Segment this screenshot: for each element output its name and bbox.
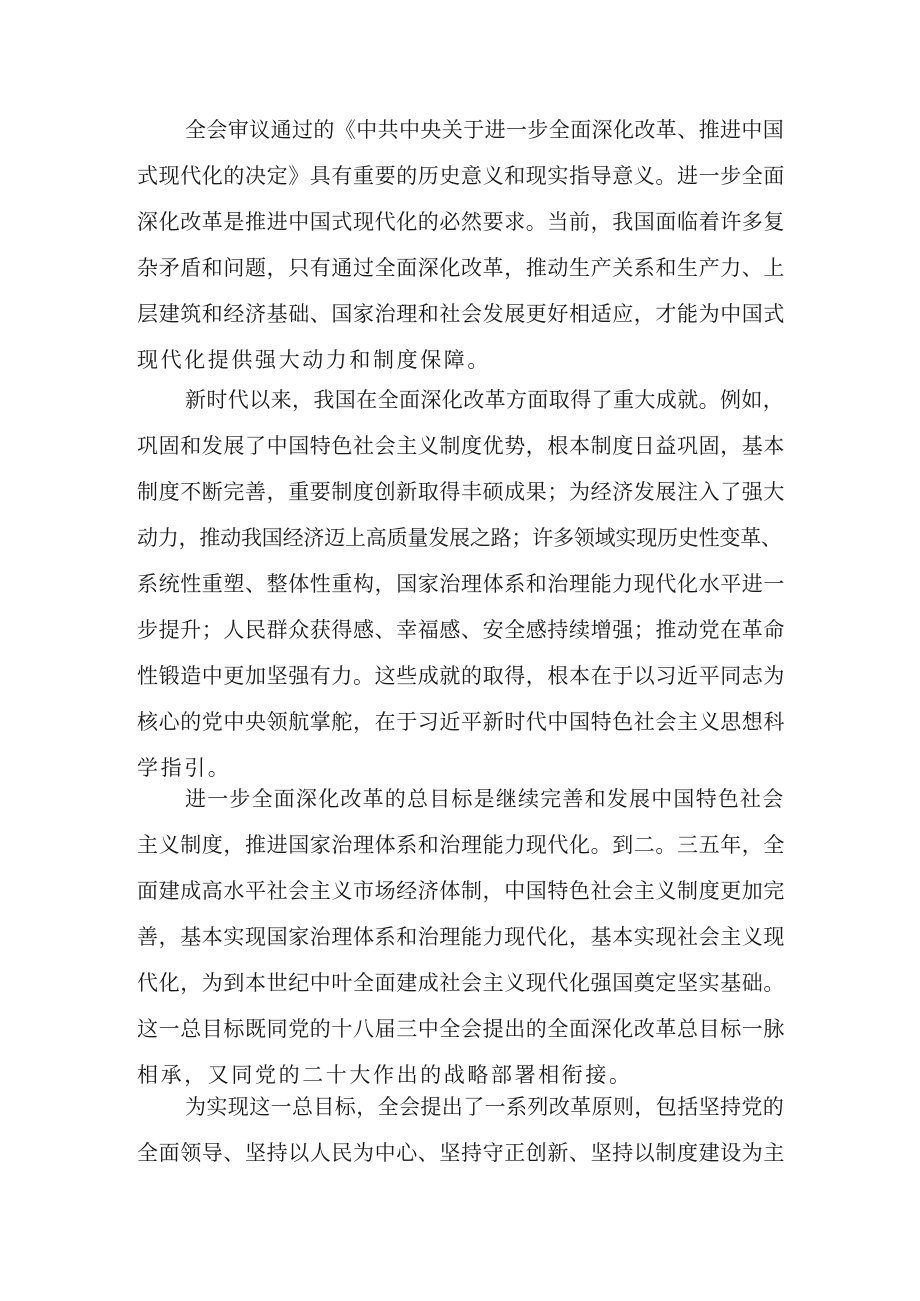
text-line: 新时代以来，我国在全面深化改革方面取得了重大成就。例如， bbox=[185, 388, 785, 412]
text-line: 全会审议通过的《中共中央关于进一步全面深化改革、推进中国 bbox=[185, 118, 785, 142]
text-line: 全面领导、坚持以人民为中心、坚持守正创新、坚持以制度建设为主 bbox=[137, 1141, 785, 1165]
paragraph-4 bbox=[137, 1084, 787, 1176]
paragraph-3 bbox=[137, 776, 787, 1098]
text-line: 学指引。 bbox=[137, 756, 232, 780]
text-line: 这一总目标既同党的十八届三中全会提出的全面深化改革总目标一脉 bbox=[137, 1017, 785, 1041]
text-line: 巩固和发展了中国特色社会主义制度优势，根本制度日益巩固，基本 bbox=[137, 434, 785, 458]
text-line: 主义制度，推进国家治理体系和治理能力现代化。到二。三五年，全 bbox=[137, 833, 785, 857]
text-line: 相承，又同党的二十大作出的战略部署相衔接。 bbox=[137, 1063, 633, 1087]
text-line: 面建成高水平社会主义市场经济体制，中国特色社会主义制度更加完 bbox=[137, 879, 785, 903]
text-line: 现代化提供强大动力和制度保障。 bbox=[137, 348, 491, 372]
text-line: 层建筑和经济基础、国家治理和社会发展更好相适应，才能为中国式 bbox=[137, 302, 785, 326]
paragraph-1 bbox=[137, 107, 787, 383]
text-line: 代化，为到本世纪中叶全面建成社会主义现代化强国奠定坚实基础。 bbox=[137, 971, 785, 995]
text-line: 核心的党中央领航掌舵，在于习近平新时代中国特色社会主义思想科 bbox=[137, 710, 785, 734]
text-line: 深化改革是推进中国式现代化的必然要求。当前，我国面临着许多复 bbox=[137, 210, 785, 234]
text-line: 制度不断完善，重要制度创新取得丰硕成果；为经济发展注入了强大 bbox=[137, 480, 785, 504]
text-line: 善，基本实现国家治理体系和治理能力现代化，基本实现社会主义现 bbox=[137, 925, 785, 949]
text-line: 杂矛盾和问题，只有通过全面深化改革，推动生产关系和生产力、上 bbox=[137, 256, 785, 280]
text-line: 性锻造中更加坚强有力。这些成就的取得，根本在于以习近平同志为 bbox=[137, 664, 785, 688]
text-line: 系统性重塑、整体性重构，国家治理体系和治理能力现代化水平进一 bbox=[137, 572, 785, 596]
text-line: 式现代化的决定》具有重要的历史意义和现实指导意义。进一步全面 bbox=[137, 164, 785, 188]
text-line: 动力，推动我国经济迈上高质量发展之路；许多领域实现历史性变革、 bbox=[137, 526, 782, 550]
paragraph-2 bbox=[137, 377, 787, 791]
text-line: 进一步全面深化改革的总目标是继续完善和发展中国特色社会 bbox=[185, 787, 785, 811]
text-line: 步提升；人民群众获得感、幸福感、安全感持续增强；推动党在革命 bbox=[137, 618, 785, 642]
text-line: 为实现这一总目标，全会提出了一系列改革原则，包括坚持党的 bbox=[185, 1095, 785, 1119]
